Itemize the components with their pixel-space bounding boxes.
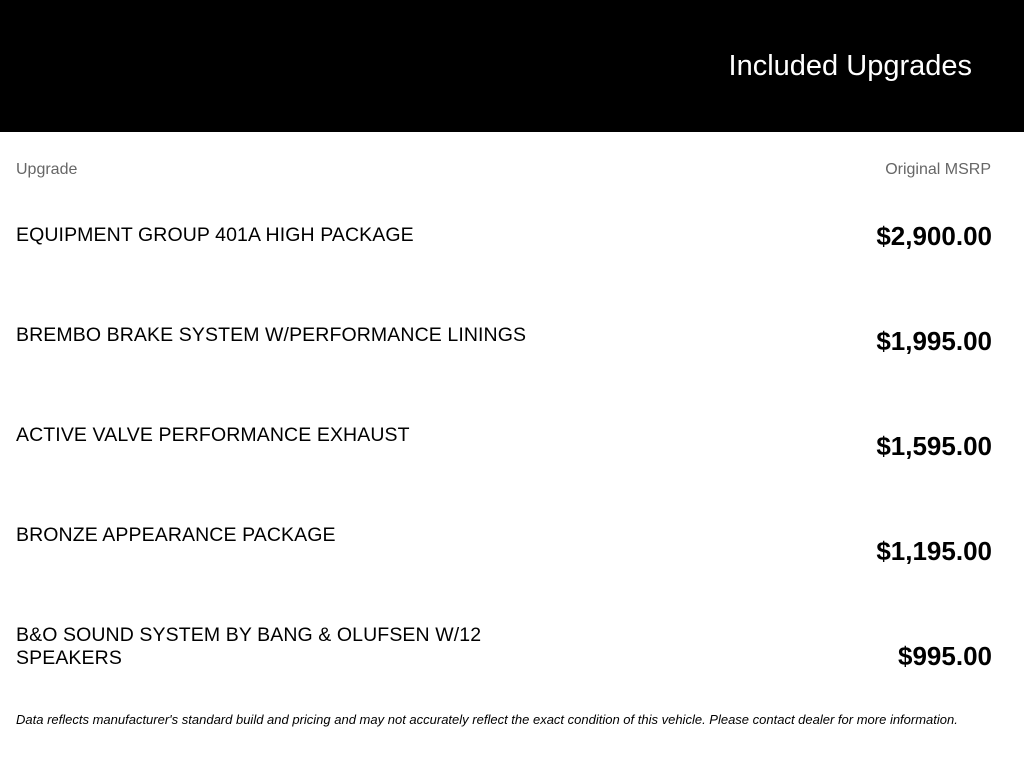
upgrade-price: $2,900.00 [876,221,992,251]
upgrade-price: $1,995.00 [876,326,992,356]
upgrade-name: B&O SOUND SYSTEM BY BANG & OLUFSEN W/12 SPEAKERS [16,624,482,669]
page-title: Included Upgrades [728,50,972,82]
header-bar [0,0,1024,132]
disclaimer-text: Data reflects manufacturer's standard build and pricing and may not accurately reflect the exact condition of this vehicle. Please contact dealer for more information. [16,712,958,727]
upgrade-price: $995.00 [898,641,992,671]
upgrade-name: ACTIVE VALVE PERFORMANCE EXHAUST [16,424,410,446]
upgrade-price: $1,195.00 [876,536,992,566]
upgrade-name: EQUIPMENT GROUP 401A HIGH PACKAGE [16,224,414,246]
upgrade-name: BREMBO BRAKE SYSTEM W/PERFORMANCE LININGS [16,324,527,346]
column-header-msrp: Original MSRP [885,161,991,178]
column-header-upgrade: Upgrade [16,161,78,178]
upgrade-price: $1,595.00 [876,431,992,461]
upgrade-name: BRONZE APPEARANCE PACKAGE [16,524,336,546]
